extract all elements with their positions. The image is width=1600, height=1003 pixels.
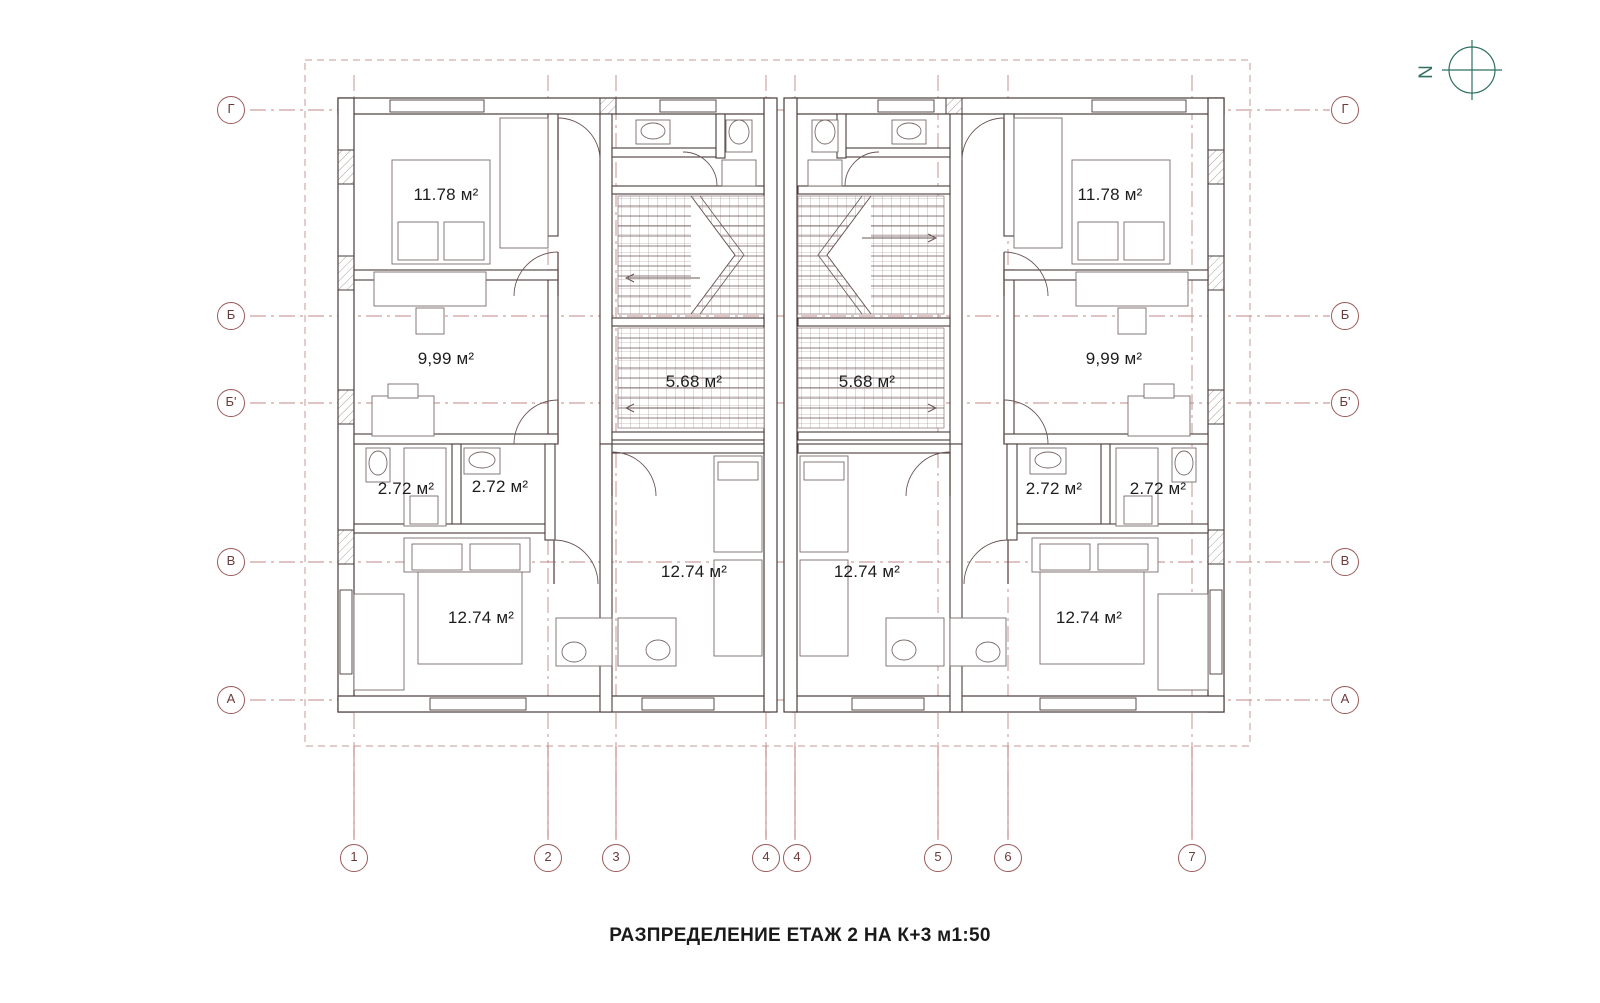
north-letter: N — [1416, 65, 1437, 79]
axis-leaders — [354, 746, 1192, 840]
room-area-label: 12.74 м² — [447, 608, 515, 627]
drawing-title: РАЗПРЕДЕЛЕНИЕ ЕТАЖ 2 НА К+3 м1:50 — [609, 925, 991, 946]
axis-bubble-a-left: А — [217, 686, 245, 714]
axis-bubble-bprime-right: Б' — [1331, 389, 1359, 417]
axis-bubble-a-right: А — [1331, 686, 1359, 714]
center-rooms-furniture — [618, 456, 944, 666]
axis-bubble-g-right: Г — [1331, 96, 1359, 124]
room-area-label: 2.72 м² — [1129, 479, 1187, 498]
right-staircase — [798, 196, 944, 428]
room-area-label: 2.72 м² — [377, 479, 435, 498]
room-area-label: 5.68 м² — [665, 372, 723, 391]
axis-bubble-6: 6 — [994, 844, 1022, 872]
room-area-label: 11.78 м² — [1077, 185, 1143, 204]
room-area-label: 2.72 м² — [1025, 479, 1083, 498]
axis-bubble-5: 5 — [924, 844, 952, 872]
axis-bubble-bprime-left: Б' — [217, 389, 245, 417]
axis-bubble-7: 7 — [1178, 844, 1206, 872]
axis-bubble-g-left: Г — [217, 96, 245, 124]
north-arrow-icon — [1442, 40, 1502, 100]
room-area-label: 12.74 м² — [660, 562, 728, 581]
left-unit-furniture — [354, 118, 612, 690]
room-area-label: 12.74 м² — [833, 562, 901, 581]
axis-bubble-b-left: Б — [217, 302, 245, 330]
left-staircase — [618, 196, 764, 428]
door-swings — [514, 118, 1048, 584]
room-area-label: 9,99 м² — [1085, 349, 1143, 368]
room-area-label: 11.78 м² — [413, 185, 479, 204]
axis-bubble-1: 1 — [340, 844, 368, 872]
axis-bubble-4-right: 4 — [783, 844, 811, 872]
axis-bubble-4-left: 4 — [752, 844, 780, 872]
room-area-label: 5.68 м² — [838, 372, 896, 391]
room-area-label: 2.72 м² — [471, 477, 529, 496]
axis-bubble-v-right: В — [1331, 548, 1359, 576]
axis-bubble-b-right: Б — [1331, 302, 1359, 330]
axis-bubble-3: 3 — [602, 844, 630, 872]
axis-bubble-2: 2 — [534, 844, 562, 872]
room-area-label: 9,99 м² — [417, 349, 475, 368]
room-area-label: 12.74 м² — [1055, 608, 1123, 627]
axis-bubble-v-left: В — [217, 548, 245, 576]
